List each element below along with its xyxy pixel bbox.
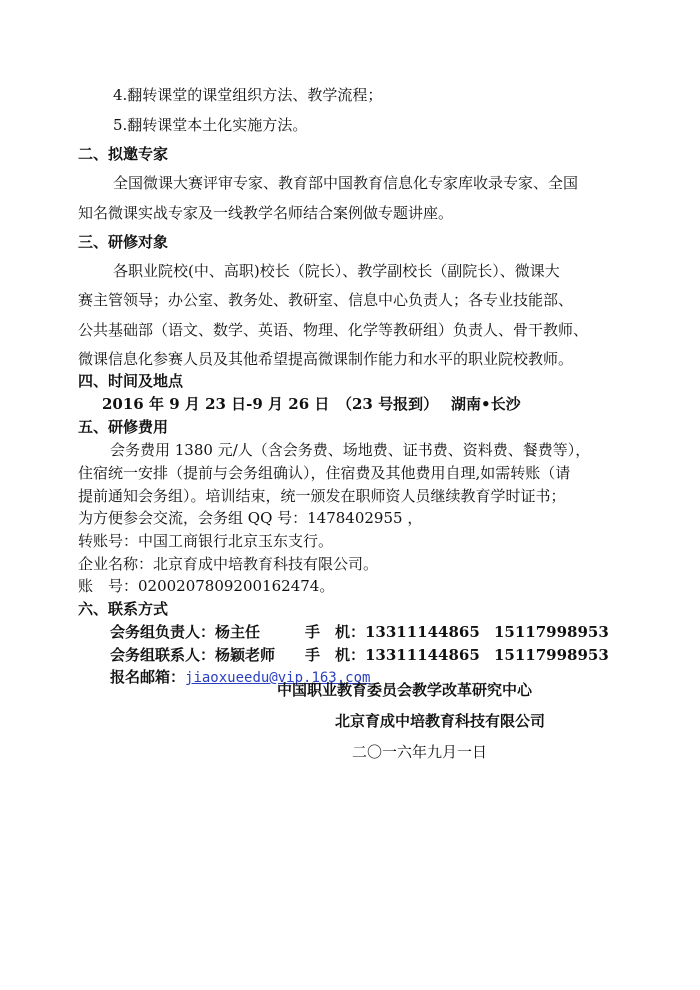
contact-phone2-2: 15117998953	[494, 646, 609, 664]
experts-paragraph-line-1: 全国微课大赛评审专家、教育部中国教育信息化专家库收录专家、全国	[113, 174, 579, 192]
list-item-5: 5.翻转课堂本土化实施方法。	[113, 116, 308, 134]
checkin-note: （23 号报到）	[337, 395, 439, 413]
section-heading-targets: 三、研修对象	[78, 233, 169, 251]
experts-paragraph-line-2: 知名微课实战专家及一线教学名师结合案例做专题讲座。	[78, 204, 454, 222]
event-location: 湖南•长沙	[451, 395, 521, 413]
event-dates: 2016 年 9 月 23 日-9 月 26 日	[102, 395, 330, 413]
fees-line-2: 住宿统一安排（提前与会务组确认），住宿费及其他费用自理,如需转账（请	[78, 464, 571, 482]
fees-company-line: 企业名称：北京育成中培教育科技有限公司。	[78, 555, 379, 573]
fees-line-3: 提前通知会务组）。培训结束，统一颁发在职师资人员继续教育学时证书；	[78, 487, 566, 505]
section-heading-fees: 五、研修费用	[78, 418, 169, 436]
signature-org-1: 中国职业教育委员会教学改革研究中心	[277, 681, 533, 699]
list-item-4: 4.翻转课堂的课堂组织方法、教学流程；	[113, 86, 383, 104]
contact-phone-2: 手 机：13311144865	[305, 646, 480, 664]
targets-paragraph-line-1: 各职业院校(中、高职)校长（院长）、教学副校长（副院长）、微课大	[113, 262, 560, 280]
signature-date: 二〇一六年九月一日	[352, 743, 488, 761]
contact-role-1: 会务组负责人：杨主任	[110, 623, 261, 641]
signature-org-2: 北京育成中培教育科技有限公司	[335, 712, 546, 730]
fees-bank-line: 转账号：中国工商银行北京玉东支行。	[78, 532, 334, 550]
email-link[interactable]: jiaoxueedu@vip.163.com	[185, 670, 371, 686]
fees-qq-line: 为方便参会交流，会务组 QQ 号：1478402955 ，	[78, 509, 423, 527]
contact-phone2-1: 15117998953	[494, 623, 609, 641]
fees-line-1: 会务费用 1380 元/人（含会务费、场地费、证书费、资料费、餐费等），	[110, 441, 591, 459]
fees-account-line: 账 号：0200207809200162474。	[78, 577, 335, 595]
targets-paragraph-line-4: 微课信息化参赛人员及其他希望提高微课制作能力和水平的职业院校教师。	[78, 350, 574, 368]
contact-role-2: 会务组联系人：杨颖老师	[110, 646, 276, 664]
email-label: 报名邮箱：	[110, 668, 186, 686]
contact-phone-1: 手 机：13311144865	[305, 623, 480, 641]
section-heading-contact: 六、联系方式	[78, 600, 169, 618]
targets-paragraph-line-2: 赛主管领导；办公室、教务处、教研室、信息中心负责人；各专业技能部、	[78, 291, 574, 309]
section-heading-time-place: 四、时间及地点	[78, 372, 184, 390]
targets-paragraph-line-3: 公共基础部（语文、数学、英语、物理、化学等教研组）负责人、骨干教师、	[78, 321, 589, 339]
section-heading-experts: 二、拟邀专家	[78, 145, 169, 163]
